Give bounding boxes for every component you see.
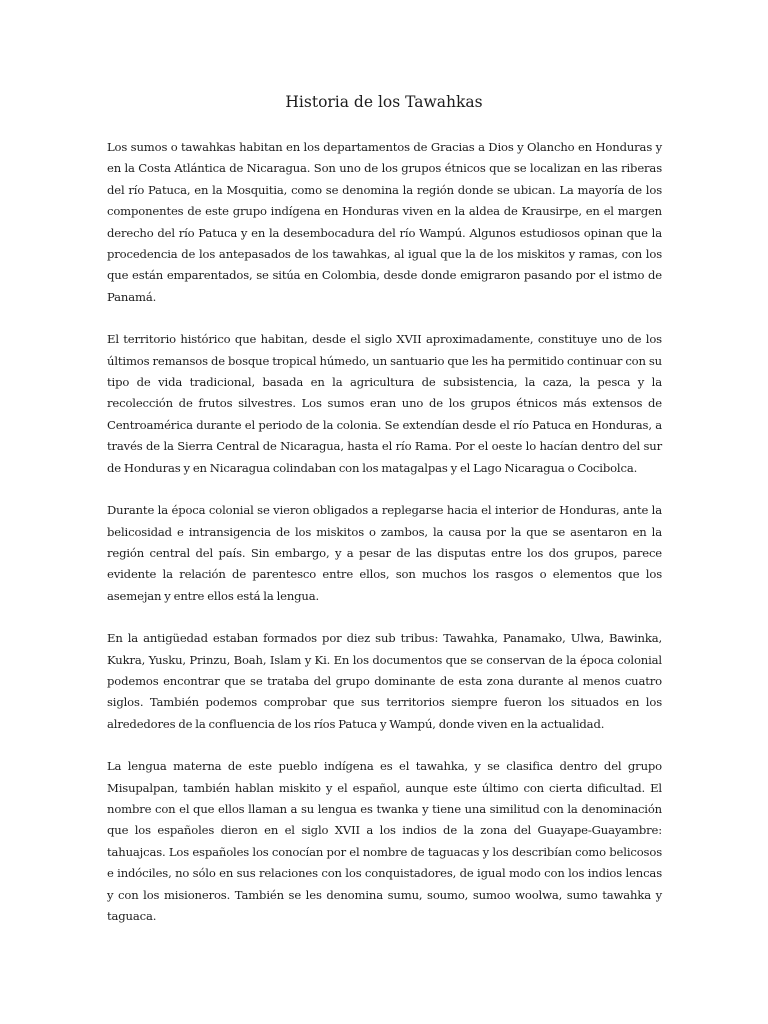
document-body <box>107 137 662 948</box>
paragraph-3: Durante la época colonial se vieron obligados a replegarse hacia el interior de Honduras, ante la belicosidad e intransigencia de los miskitos o zambos, la causa por la que se asentaron en la región central del país. Sin embargo, y a pesar de las disputas entre los dos grupos, parece evidente la relación de parentesco entre ellos, son muchos los rasgos o elementos que los asemejan y entre ellos está la lengua. <box>107 503 662 603</box>
document-title: Historia de los Tawahkas <box>285 93 483 111</box>
paragraph-2: El territorio histórico que habitan, desde el siglo XVII aproximadamente, constituye uno de los últimos remansos de bosque tropical húmedo, un santuario que les ha permitido continuar con su tipo de vida tradicional, basada en la agricultura de subsistencia, la caza, la pesca y la recolección de frutos silvestres. Los sumos eran uno de los grupos étnicos más extensos de Centroamérica durante el periodo de la colonia. Se extendían desde el río Patuca en Honduras, a través de la Sierra Central de Nicaragua, hasta el río Rama. Por el oeste lo hacían dentro del sur de Honduras y en Nicaragua colindaban con los matagalpas y el Lago Nicaragua o Cocibolca. <box>107 332 662 475</box>
paragraph-1: Los sumos o tawahkas habitan en los departamentos de Gracias a Dios y Olancho en Honduras y en la Costa Atlántica de Nicaragua. Son uno de los grupos étnicos que se localizan en las riberas del río Patuca, en la Mosquitia, como se denomina la región donde se ubican. La mayoría de los componentes de este grupo indígena en Honduras viven en la aldea de Krausirpe, en el margen derecho del río Patuca y en la desembocadura del río Wampú. Algunos estudiosos opinan que la procedencia de los antepasados de los tawahkas, al igual que la de los miskitos y ramas, con los que están emparentados, se sitúa en Colombia, desde donde emigraron pasando por el istmo de Panamá. <box>107 140 662 304</box>
paragraph-5: La lengua materna de este pueblo indígena es el tawahka, y se clasifica dentro del grupo Misupalpan, también hablan miskito y el español, aunque este último con cierta dificultad. El nombre con el que ellos llaman a su lengua es twanka y tiene una similitud con la denominación que los españoles dieron en el siglo XVII a los indios de la zona del Guayape-Guayambre: tahuajcas. Los españoles los conocían por el nombre de taguacas y los describían como belicosos e indóciles, no sólo en sus relaciones con los conquistadores, de igual modo con los indios lencas y con los misioneros. También se les denomina sumu, soumo, sumoo woolwa, sumo tawahka y taguaca. <box>107 759 662 923</box>
paragraph-4: En la antigüedad estaban formados por diez sub tribus: Tawahka, Panamako, Ulwa, Bawinka, Kukra, Yusku, Prinzu, Boah, Islam y Ki. En los documentos que se conservan de la época colonial podemos encontrar que se trataba del grupo dominante de esta zona durante al menos cuatro siglos. También podemos comprobar que sus territorios siempre fueron los situados en los alrededores de la confluencia de los ríos Patuca y Wampú, donde viven en la actualidad. <box>107 631 662 731</box>
